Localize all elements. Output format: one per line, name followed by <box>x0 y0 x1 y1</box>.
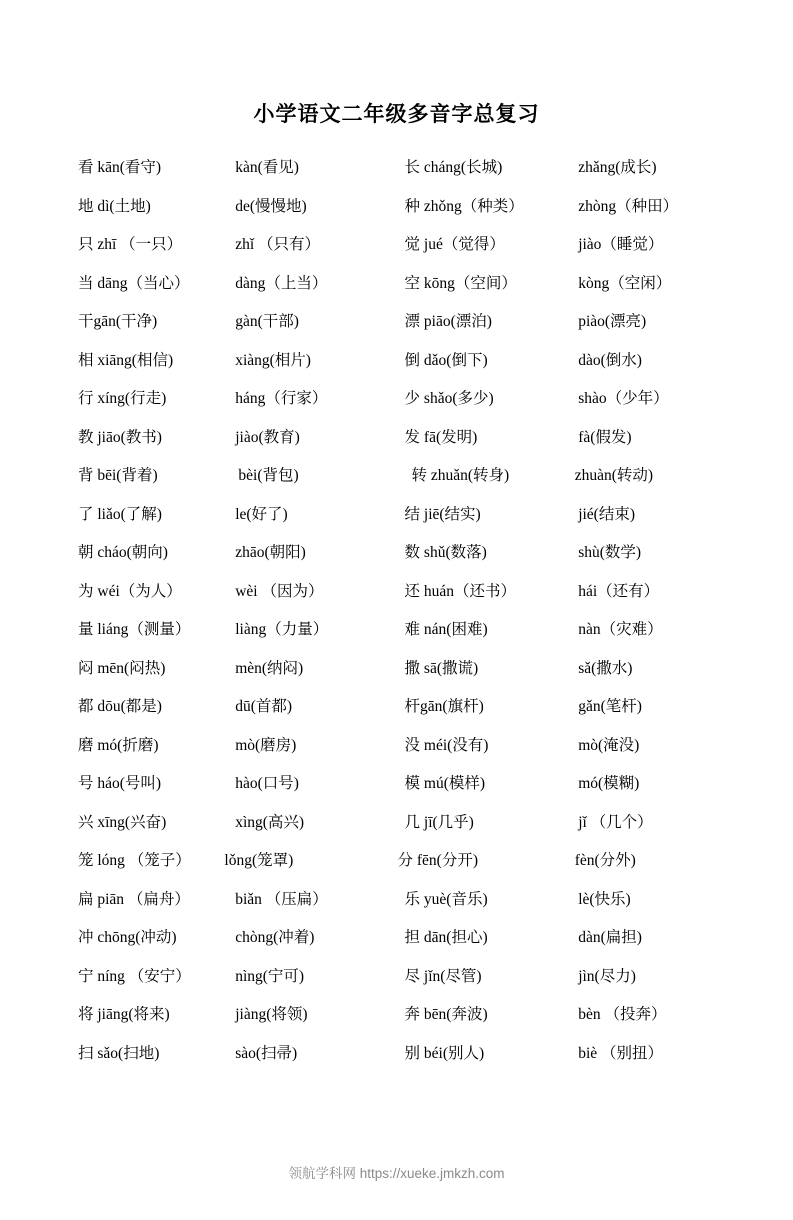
entry-left-primary: 了 liǎo(了解) <box>78 505 162 523</box>
table-row <box>78 1046 733 1085</box>
entry-left-primary: 都 dōu(都是) <box>78 698 162 715</box>
entry-left-secondary: háng（行家） <box>235 390 328 407</box>
table-row <box>78 545 733 584</box>
entry-right-secondary: zhuàn(转动) <box>574 467 654 484</box>
entry-right-primary: 尽 jǐn(尽管) <box>404 967 482 985</box>
entry-left-primary: 当 dāng（当心） <box>78 274 190 292</box>
entry-right-primary: 别 béi(别人) <box>404 1044 485 1062</box>
entry-left-secondary: dàng（上当） <box>235 274 328 292</box>
entry-left-primary: 行 xíng(行走) <box>78 390 167 407</box>
entry-right-primary: 结 jiē(结实) <box>404 505 481 523</box>
entry-right-primary: 奔 bēn(奔波) <box>404 1006 488 1023</box>
table-row <box>78 930 733 969</box>
table-row <box>78 853 733 892</box>
table-row <box>78 353 733 392</box>
entry-left-primary: 朝 cháo(朝向) <box>78 544 168 561</box>
entry-right-primary: 撒 sā(撒谎) <box>404 659 479 677</box>
entry-right-secondary: fèn(分外) <box>574 852 636 869</box>
table-row <box>78 160 733 199</box>
entry-left-primary: 磨 mó(折磨) <box>78 736 159 754</box>
table-row <box>78 699 733 738</box>
entry-right-secondary: jié(结束) <box>578 505 636 523</box>
entry-left-primary: 笼 lóng （笼子） <box>78 852 191 869</box>
table-row <box>78 199 733 238</box>
footer-watermark: 领航学科网 https://xueke.jmkzh.com <box>288 1166 505 1181</box>
entry-right-secondary: zhǎng(成长) <box>578 159 657 176</box>
entry-right-primary: 长 cháng(长城) <box>404 159 503 176</box>
entry-left-primary: 只 zhī （一只） <box>78 236 183 253</box>
entry-right-secondary: jǐ （几个） <box>578 813 653 831</box>
entry-left-secondary: bèi(背包) <box>238 467 299 484</box>
entry-right-secondary: fà(假发) <box>578 428 632 446</box>
entry-right-secondary: kòng（空闲） <box>578 274 672 292</box>
table-row <box>78 507 733 546</box>
entry-left-secondary: nìng(宁可) <box>235 967 305 985</box>
entry-left-secondary: sào(扫帚) <box>235 1044 298 1062</box>
table-row <box>78 237 733 276</box>
entry-left-secondary: jiàng(将领) <box>235 1006 308 1023</box>
entry-right-secondary: bèn （投奔） <box>578 1006 667 1023</box>
entry-right-secondary: nàn（灾难） <box>578 621 663 638</box>
entry-left-primary: 教 jiāo(教书) <box>78 428 162 446</box>
entry-left-primary: 看 kān(看守) <box>78 159 162 176</box>
entry-left-secondary: xiàng(相片) <box>235 351 311 369</box>
entry-left-primary: 背 bēi(背着) <box>78 467 158 484</box>
entry-right-primary: 种 zhǒng（种类） <box>404 197 524 215</box>
entry-left-secondary: hào(口号) <box>235 775 299 792</box>
entry-left-primary: 号 háo(号叫) <box>78 775 162 792</box>
entry-left-secondary: gàn(干部) <box>235 313 299 330</box>
entry-right-secondary: mò(淹没) <box>578 736 640 754</box>
entry-right-primary: 没 méi(没有) <box>404 736 489 754</box>
entry-right-primary: 觉 jué（觉得） <box>404 236 505 253</box>
entry-right-secondary: hái（还有） <box>578 582 660 600</box>
entry-left-secondary: mèn(纳闷) <box>235 659 304 677</box>
entry-left-primary: 相 xiāng(相信) <box>78 351 174 369</box>
entry-left-secondary: wèi （因为） <box>235 582 324 600</box>
entry-right-secondary: dàn(扁担) <box>578 929 642 946</box>
entry-left-secondary: dū(首都) <box>235 698 293 715</box>
entry-left-primary: 将 jiāng(将来) <box>78 1006 170 1023</box>
entry-right-primary: 发 fā(发明) <box>404 428 478 446</box>
table-row <box>78 430 733 469</box>
table-row <box>78 738 733 777</box>
entry-right-primary: 还 huán（还书） <box>404 582 517 600</box>
entry-left-primary: 宁 níng （安宁） <box>78 967 191 985</box>
entry-right-secondary: lè(快乐) <box>578 890 631 908</box>
table-row <box>78 276 733 315</box>
entry-left-primary: 干gān(干净) <box>78 313 158 330</box>
table-row <box>78 892 733 931</box>
entry-left-secondary: xìng(高兴) <box>235 813 305 831</box>
entry-left-secondary: jiào(教育) <box>235 428 300 446</box>
entry-right-secondary: biè （别扭） <box>578 1044 663 1062</box>
entry-left-secondary: liàng（力量） <box>235 621 329 638</box>
table-row <box>78 584 733 623</box>
entry-left-primary: 兴 xīng(兴奋) <box>78 813 167 831</box>
entry-right-secondary: piào(漂亮) <box>578 313 647 330</box>
entry-right-primary: 模 mú(模样) <box>404 775 486 792</box>
table-row <box>78 391 733 430</box>
entry-right-primary: 担 dān(担心) <box>404 929 488 946</box>
entry-right-secondary: shào（少年） <box>578 390 669 407</box>
entry-right-secondary: gǎn(笔杆) <box>578 698 642 715</box>
table-row <box>78 661 733 700</box>
entry-right-primary: 转 zhuǎn(转身) <box>411 467 510 484</box>
entry-right-secondary: zhòng（种田） <box>578 197 679 215</box>
entry-left-secondary: chòng(冲着) <box>235 929 315 946</box>
entry-left-primary: 为 wéi（为人） <box>78 582 182 600</box>
table-row <box>78 622 733 661</box>
entry-left-secondary: zhāo(朝阳) <box>235 544 306 561</box>
page-title: 小学语文二年级多音字总复习 <box>253 103 540 126</box>
entry-right-primary: 空 kōng（空间） <box>404 274 517 292</box>
entry-right-primary: 杆gān(旗杆) <box>404 698 484 715</box>
entry-left-primary: 扁 piān （扁舟） <box>78 890 190 908</box>
entry-left-secondary: de(慢慢地) <box>235 197 307 215</box>
entry-right-secondary: shù(数学) <box>578 544 642 561</box>
entry-right-secondary: dào(倒水) <box>578 351 642 369</box>
entry-left-secondary: biǎn （压扁） <box>235 890 328 908</box>
entry-right-primary: 乐 yuè(音乐) <box>404 890 488 908</box>
multi-pronunciation-table <box>0 160 793 1084</box>
table-row <box>78 969 733 1008</box>
entry-right-primary: 难 nán(困难) <box>404 621 488 638</box>
table-row <box>78 776 733 815</box>
entry-left-primary: 冲 chōng(冲动) <box>78 929 177 946</box>
entry-left-secondary: lǒng(笼罩) <box>224 852 294 869</box>
entry-left-primary: 闷 mēn(闷热) <box>78 659 166 677</box>
entry-left-secondary: kàn(看见) <box>235 159 299 176</box>
entry-right-primary: 数 shǔ(数落) <box>404 544 487 561</box>
entry-right-primary: 少 shǎo(多少) <box>404 390 494 407</box>
entry-right-secondary: mó(模糊) <box>578 775 640 792</box>
entry-left-secondary: le(好了) <box>235 505 288 523</box>
entry-right-primary: 几 jī(几乎) <box>404 813 474 831</box>
entry-right-secondary: sǎ(撒水) <box>578 659 633 677</box>
table-row <box>78 1007 733 1046</box>
entry-right-primary: 倒 dǎo(倒下) <box>404 351 488 369</box>
entry-left-primary: 量 liáng（测量） <box>78 621 191 638</box>
entry-right-primary: 漂 piāo(漂泊) <box>404 313 492 330</box>
entry-right-primary: 分 fēn(分开) <box>397 852 479 869</box>
entry-left-secondary: mò(磨房) <box>235 736 297 754</box>
entry-right-secondary: jiào（睡觉） <box>578 236 664 253</box>
table-row <box>78 815 733 854</box>
entry-left-primary: 扫 sǎo(扫地) <box>78 1044 160 1062</box>
table-row <box>78 314 733 353</box>
table-row <box>78 468 733 507</box>
entry-left-secondary: zhǐ （只有） <box>235 236 321 253</box>
entry-right-secondary: jìn(尽力) <box>578 967 636 985</box>
document-page <box>0 98 793 1220</box>
entry-left-primary: 地 dì(土地) <box>78 197 151 215</box>
